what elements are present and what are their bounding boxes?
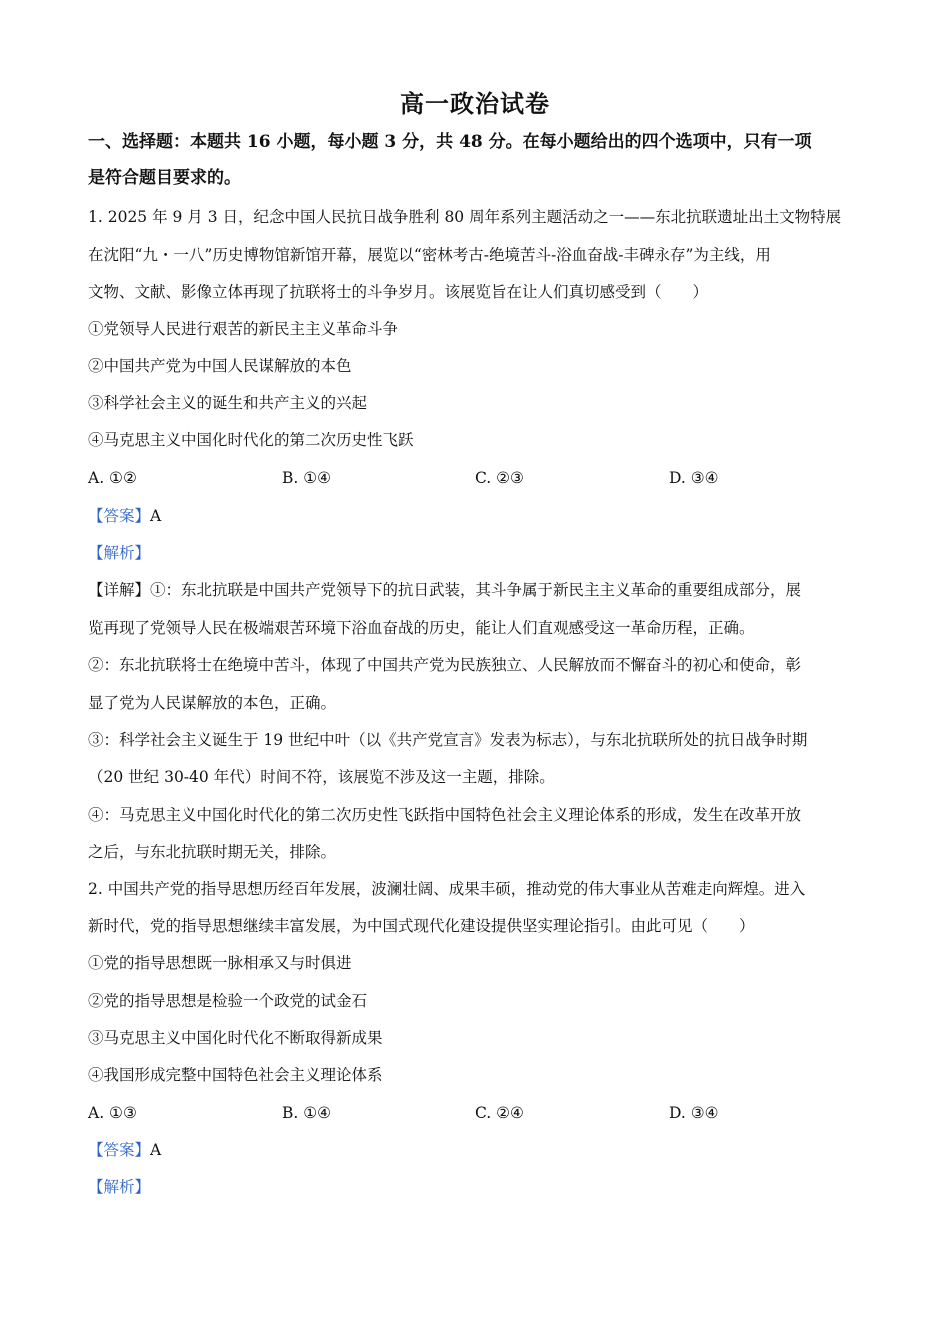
q1-detail-2-line-2: 显了党为人民谋解放的本色，正确。 (88, 694, 337, 712)
analysis-tag: 【解析】 (88, 544, 151, 562)
q2-item-1: ①党的指导思想既一脉相承又与时俱进 (88, 954, 352, 972)
q1-detail-3-line-2: （20 世纪 30-40 年代）时间不符，该展览不涉及这一主题，排除。 (88, 768, 555, 786)
q2-item-2: ②党的指导思想是检验一个政党的试金石 (88, 992, 368, 1010)
answer-tag: 【答案】 (88, 1141, 151, 1159)
q1-option-a: A. ①② (88, 469, 137, 487)
q2-answer (88, 1140, 868, 1160)
q1-item-2: ②中国共产党为中国人民谋解放的本色 (88, 357, 352, 375)
q1-detail-4-line-2: 之后，与东北抗联时期无关，排除。 (88, 843, 337, 861)
answer-value: A (150, 1141, 162, 1159)
q2-stem-line-1: 2. 中国共产党的指导思想历经百年发展，波澜壮阔、成果丰硕，推动党的伟大事业从苦难走向辉煌。进入 (88, 880, 806, 898)
q1-detail-4-line-1: ④：马克思主义中国化时代化的第二次历史性飞跃指中国特色社会主义理论体系的形成，发生在改革开放 (88, 806, 802, 824)
answer-value: A (150, 507, 162, 525)
q1-item-3: ③科学社会主义的诞生和共产主义的兴起 (88, 394, 368, 412)
section-heading-line-2: 是符合题目要求的。 (88, 168, 241, 188)
q2-item-4: ④我国形成完整中国特色社会主义理论体系 (88, 1066, 383, 1084)
q1-stem-line-2: 在沈阳“九・一八”历史博物馆新馆开幕，展览以“密林考古-绝境苦斗-浴血奋战-丰碑永存”为主线，用 (88, 246, 771, 264)
q1-detail-1-line-2: 览再现了党领导人民在极端艰苦环境下浴血奋战的历史，能让人们直观感受这一革命历程，正确。 (88, 619, 755, 637)
q1-analysis-tag (88, 543, 868, 563)
q1-stem-line-1: 1. 2025 年 9 月 3 日，纪念中国人民抗日战争胜利 80 周年系列主题活动之一——东北抗联遗址出土文物特展 (88, 208, 842, 226)
q1-option-c: C. ②③ (475, 469, 524, 487)
q2-item-3: ③马克思主义中国化时代化不断取得新成果 (88, 1029, 383, 1047)
q1-answer (88, 506, 868, 526)
q1-detail-1-line-1: 【详解】①：东北抗联是中国共产党领导下的抗日武装，其斗争属于新民主主义革命的重要组成部分，展 (88, 581, 802, 599)
q2-stem-line-2: 新时代，党的指导思想继续丰富发展，为中国式现代化建设提供坚实理论指引。由此可见（ ） (88, 917, 755, 935)
q1-detail-3-line-1: ③：科学社会主义诞生于 19 世纪中叶（以《共产党宣言》发表为标志），与东北抗联所处的抗日战争时期 (88, 731, 808, 749)
q2-option-b: B. ①④ (282, 1104, 332, 1122)
q1-option-d: D. ③④ (669, 469, 719, 487)
q2-option-c: C. ②④ (475, 1104, 524, 1122)
q2-option-d: D. ③④ (669, 1104, 719, 1122)
q1-stem-line-3: 文物、文献、影像立体再现了抗联将士的斗争岁月。该展览旨在让人们真切感受到（ ） (88, 283, 709, 301)
q1-option-b: B. ①④ (282, 469, 332, 487)
q1-detail-2-line-1: ②：东北抗联将士在绝境中苦斗，体现了中国共产党为民族独立、人民解放而不懈奋斗的初心和使命，彰 (88, 656, 802, 674)
answer-tag: 【答案】 (88, 507, 151, 525)
q1-item-4: ④马克思主义中国化时代化的第二次历史性飞跃 (88, 431, 414, 449)
q1-item-1: ①党领导人民进行艰苦的新民主主义革命斗争 (88, 320, 399, 338)
q2-analysis-tag (88, 1177, 868, 1197)
analysis-tag: 【解析】 (88, 1178, 151, 1196)
section-heading-line-1: 一、选择题：本题共 16 小题，每小题 3 分，共 48 分。在每小题给出的四个选项中，只有一项 (88, 132, 812, 152)
q2-option-a: A. ①③ (88, 1104, 137, 1122)
page-title: 高一政治试卷 (400, 89, 550, 118)
